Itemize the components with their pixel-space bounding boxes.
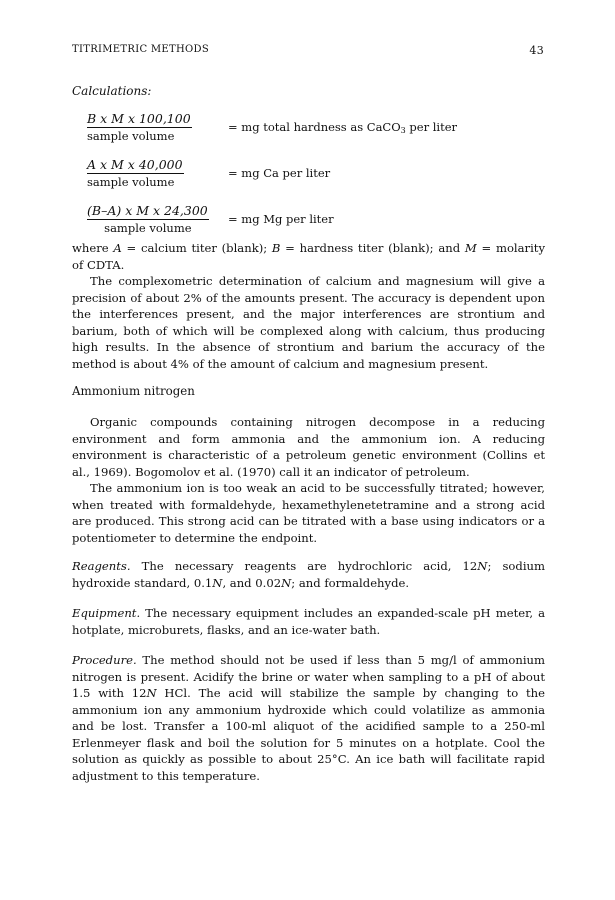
reagents-n2: N (212, 575, 223, 590)
equipment-paragraph (72, 605, 545, 638)
where-text-4: = molarity of CDTA. (72, 241, 545, 272)
reagents-label: Reagents. (72, 559, 131, 573)
reagents-n1: N (477, 559, 488, 573)
calcium-numerator: A x M x 40,000 (87, 157, 183, 172)
ammonium-section-body (72, 414, 545, 546)
page-number: 43 (529, 44, 544, 57)
var-b: B (271, 241, 281, 255)
reagents-t3: , and 0.02 (222, 575, 282, 590)
caco3-subscript: 3 (400, 126, 406, 135)
where-text-2: = calcium titer (blank); (121, 241, 272, 255)
magnesium-result: = mg Mg per liter (228, 212, 334, 226)
magnesium-denominator: sample volume (104, 221, 192, 235)
reagents-n3: N (281, 575, 292, 590)
procedure-t2: HCl. The acid will stabilize the sample by changing to the ammonium ion any ammonium hydroxide which could volatilize as ammonia and be lost. Transfer a 100-ml aliquot of the acidified sample to a 250-ml Erlenmeyer flask and boil the solution for 5 minutes on a hotplate. Cool the solution as quickly as possible to about 25°C. An ice bath will facilitate rapid adjustment to this temperature. (72, 686, 545, 783)
total-hardness-result (228, 120, 457, 135)
procedure-paragraph (72, 652, 545, 784)
reagents-t1: The necessary reagents are hydrochloric acid, 12 (130, 559, 478, 573)
reagents-paragraph (72, 558, 545, 591)
calculations-heading: Calculations: (72, 84, 152, 98)
ammonium-ion-paragraph: The ammonium ion is too weak an acid to be successfully titrated; however, when treated with formaldehyde, hexamethylenetetramine and a strong acid are produced. This strong acid can be titrated with a base using indicators or a potentiometer to determine the endpoint. (72, 481, 545, 545)
equipment-text (72, 605, 545, 638)
equipment-label: Equipment. (72, 606, 141, 620)
total-hardness-denominator: sample volume (87, 129, 175, 143)
calcium-fraction (87, 157, 184, 189)
procedure-text (72, 652, 545, 784)
calcium-result: = mg Ca per liter (228, 166, 331, 180)
total-hardness-numerator: B x M x 100,100 (87, 111, 191, 126)
calcium-denominator: sample volume (87, 175, 175, 189)
page-header (72, 44, 544, 60)
total-hardness-result-suffix: per liter (405, 120, 458, 134)
var-m: M (464, 241, 477, 255)
total-hardness-fraction (87, 111, 192, 143)
complexometric-paragraph: The complexometric determination of calcium and magnesium will give a precision of about 2% of the amounts present. The accuracy is dependent upon the interferences present, and the major interferences are strontium and barium, both of which will be complexed along with calcium, thus producing high results. In the absence of strontium and barium the accuracy of the method is about 4% of the amount of calcium and magnesium present. (72, 274, 545, 371)
section-title: Ammonium nitrogen (72, 384, 195, 398)
procedure-t1: The method should not be used if less than 5 mg/l of ammonium nitrogen is present. Acidify the brine or water when sampling to a pH of about 1.5 with 12 (72, 653, 545, 700)
where-definition (72, 240, 545, 273)
total-hardness-result-text: = mg total hardness as CaCO (228, 120, 401, 134)
magnesium-numerator: (B–A) x M x 24,300 (87, 203, 208, 218)
reagents-t2: ; sodium hydroxide standard, 0.1 (72, 559, 545, 590)
reagents-text (72, 558, 545, 591)
var-a: A (113, 241, 122, 255)
running-title: TITRIMETRIC METHODS (72, 44, 209, 55)
calculation-notes (72, 240, 545, 372)
procedure-n1: N (146, 686, 157, 700)
reagents-t4: ; and formaldehyde. (291, 575, 410, 590)
where-text-1: where (72, 241, 114, 255)
organic-paragraph: Organic compounds containing nitrogen decompose in a reducing environment and form ammonia and the ammonium ion. A reducing environment is characteristic of a petroleum genetic environment (Collins et al., 1969). Bogomolov et al. (1970) call it an indicator of petroleum. (72, 415, 545, 479)
magnesium-fraction (87, 203, 209, 235)
procedure-label: Procedure. (72, 653, 137, 667)
where-text-3: = hardness titer (blank); and (280, 241, 465, 255)
equipment-body: The necessary equipment includes an expanded-scale pH meter, a hotplate, microburets, flasks, and an ice-water bath. (72, 606, 545, 637)
